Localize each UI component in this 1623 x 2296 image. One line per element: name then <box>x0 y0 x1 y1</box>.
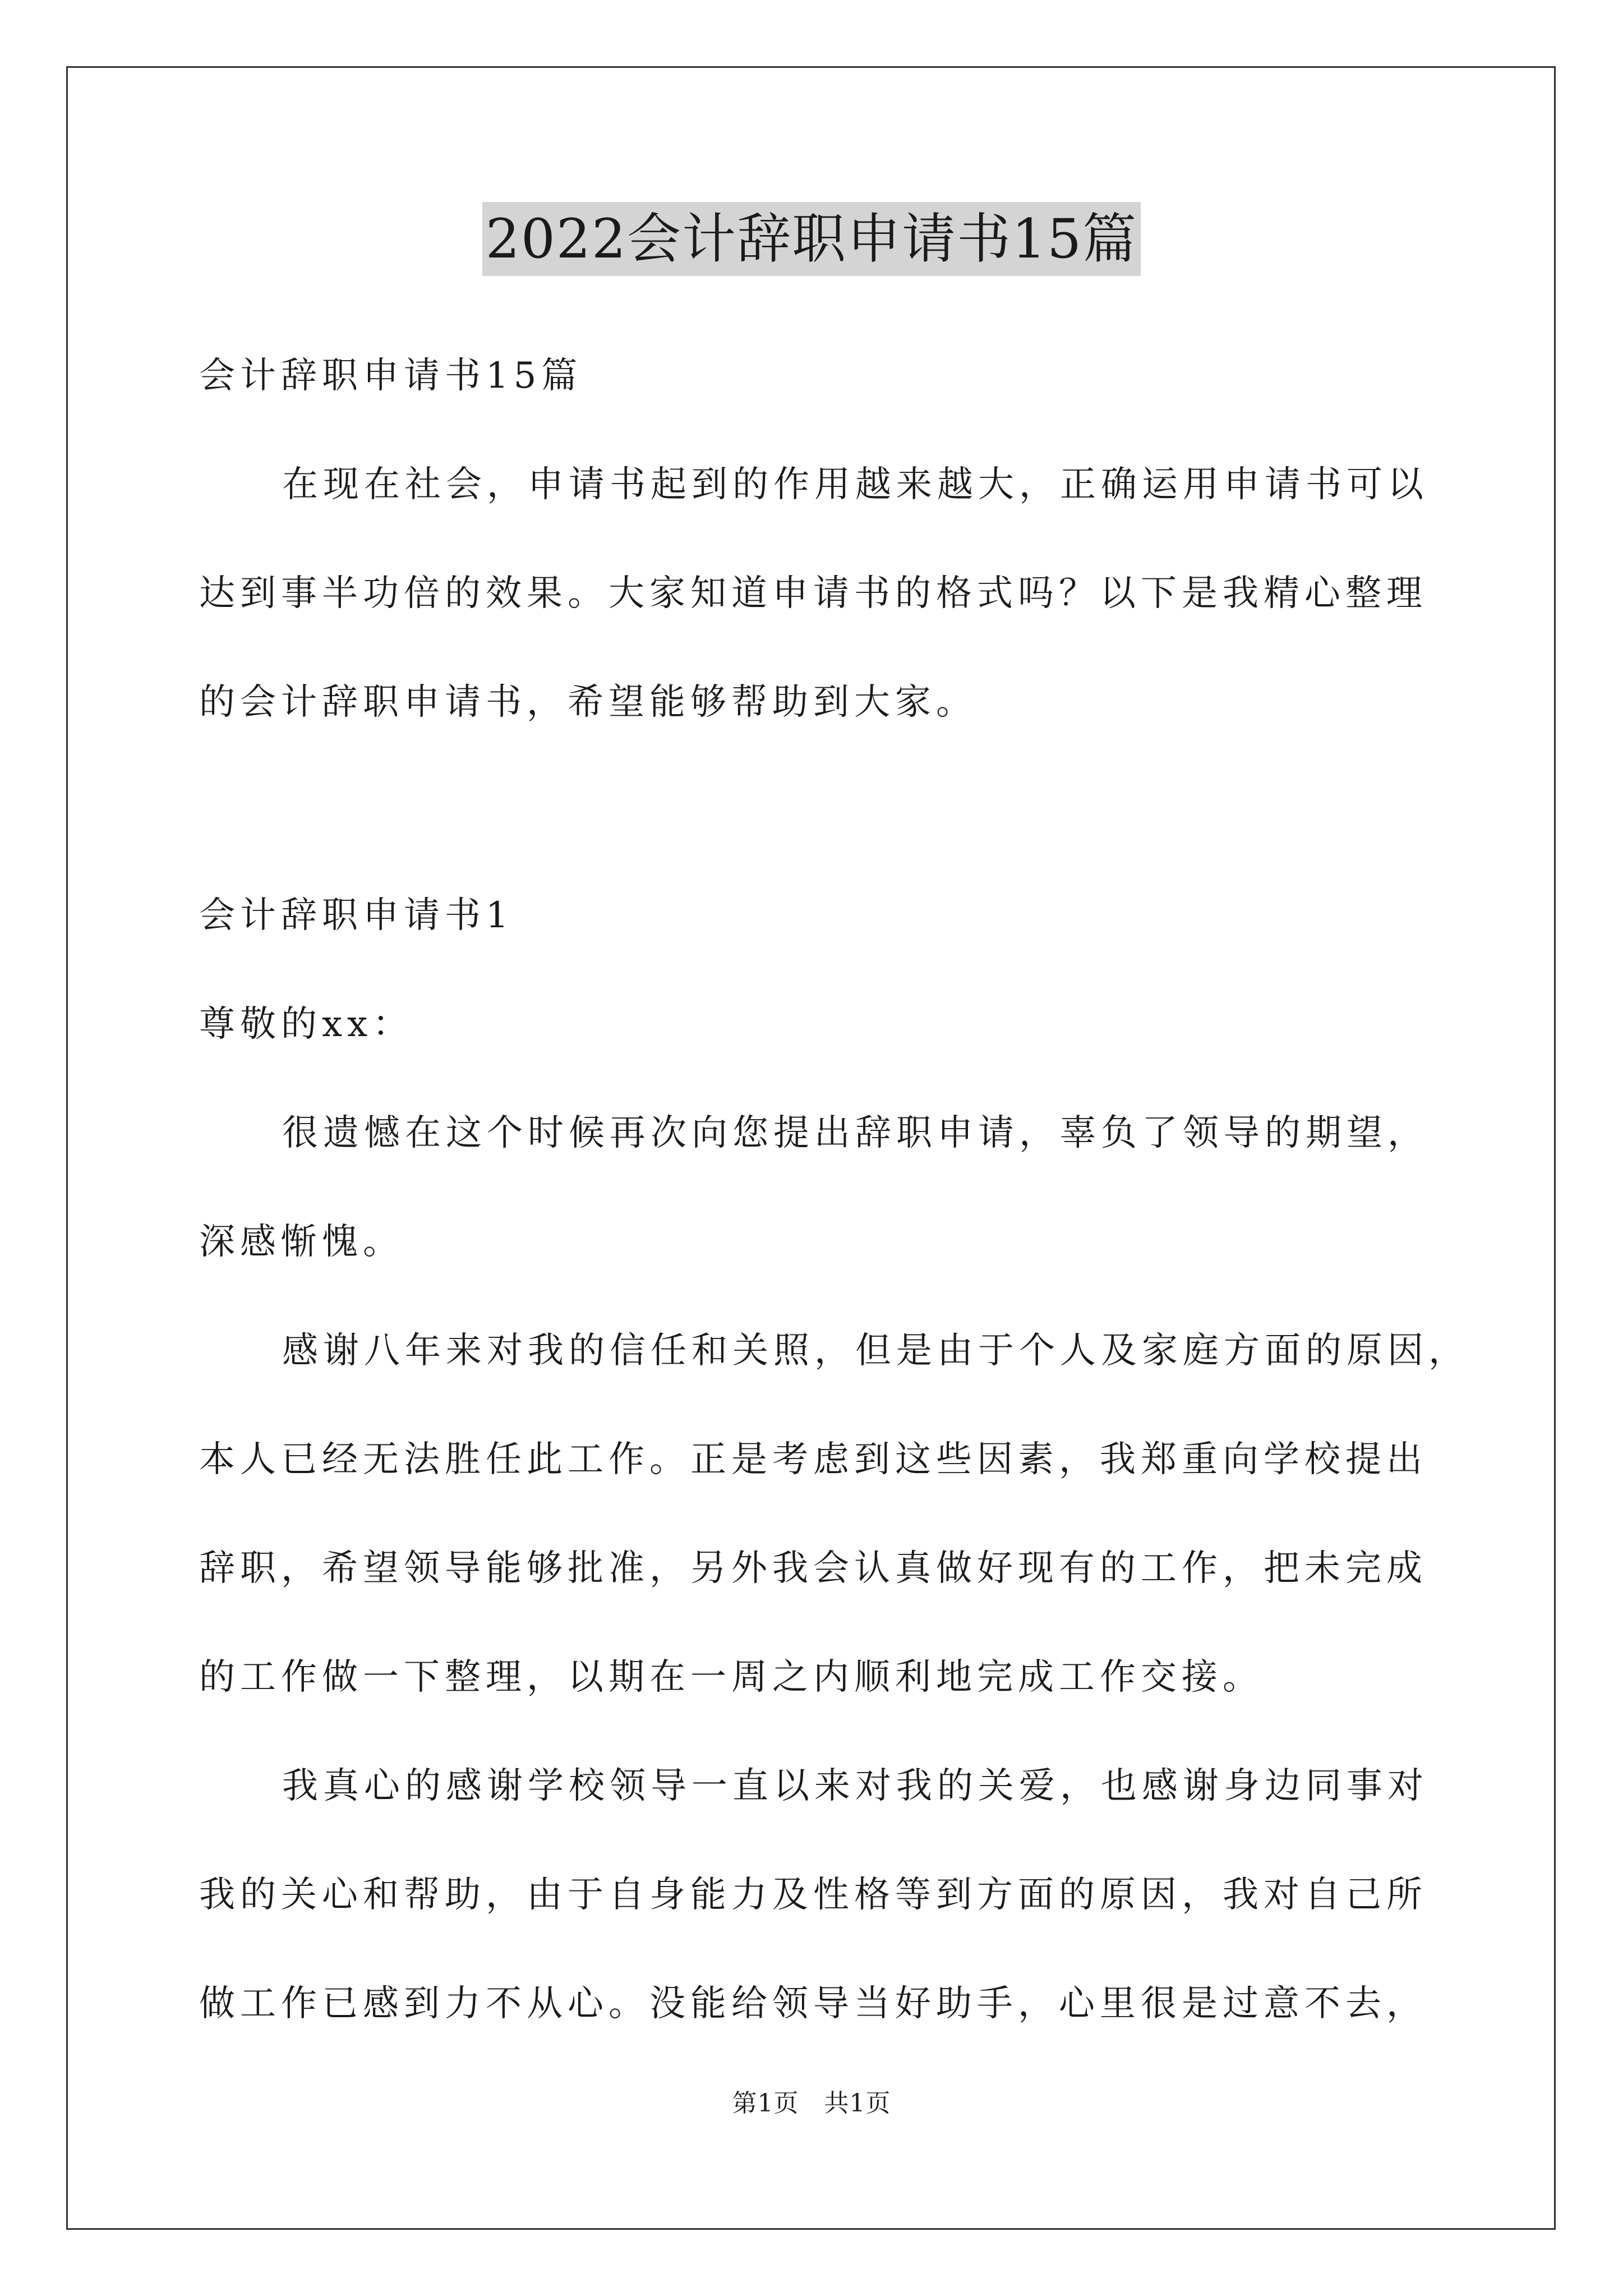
body-line: 在现在社会，申请书起到的作用越来越大，正确运用申请书可以 <box>282 464 1428 505</box>
title-container <box>0 202 1623 276</box>
body-line: 很遗憾在这个时候再次向您提出辞职申请，辜负了领导的期望， <box>282 1112 1428 1154</box>
body-line: 达到事半功倍的效果。大家知道申请书的格式吗？以下是我精心整理 <box>199 573 1427 614</box>
document-title: 2022会计辞职申请书15篇 <box>482 202 1141 276</box>
body-line: 深感惭愧。 <box>199 1221 404 1263</box>
salutation: 尊敬的xx： <box>199 1004 414 1045</box>
body-line: 本人已经无法胜任此工作。正是考虑到这些因素，我郑重向学校提出 <box>199 1439 1427 1480</box>
subtitle-line: 会计辞职申请书15篇 <box>199 355 583 397</box>
body-line: 的会计辞职申请书，希望能够帮助到大家。 <box>199 682 977 723</box>
body-line: 我真心的感谢学校领导一直以来对我的关爱，也感谢身边同事对 <box>282 1765 1428 1807</box>
body-line: 我的关心和帮助，由于自身能力及性格等到方面的原因，我对自己所 <box>199 1874 1427 1916</box>
body-line: 做工作已感到力不从心。没能给领导当好助手，心里很是过意不去， <box>199 1983 1427 2024</box>
section-heading: 会计辞职申请书1 <box>199 895 514 936</box>
body-line: 辞职，希望领导能够批准，另外我会认真做好现有的工作，把未完成 <box>199 1548 1427 1589</box>
body-line: 感谢八年来对我的信任和关照，但是由于个人及家庭方面的原因， <box>282 1330 1469 1372</box>
page-footer: 第1页 共1页 <box>732 2089 891 2118</box>
body-line: 的工作做一下整理，以期在一周之内顺利地完成工作交接。 <box>199 1657 1264 1698</box>
